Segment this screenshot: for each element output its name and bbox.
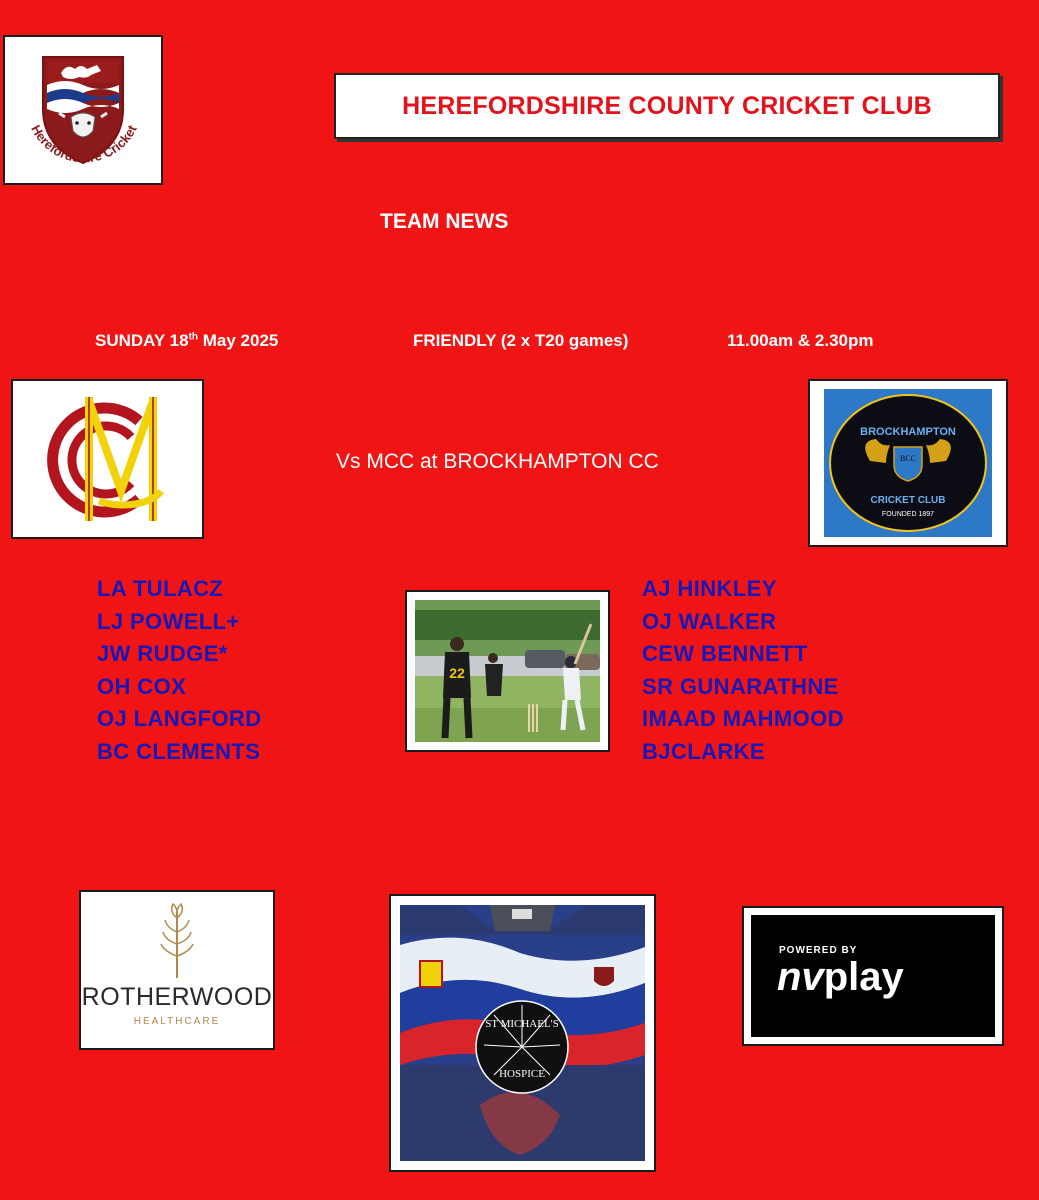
nvplay-logo	[751, 915, 995, 1037]
player-name: LJ POWELL+	[97, 608, 240, 634]
rotherwood-name: ROTHERWOOD	[81, 983, 273, 1011]
player-name: IMAAD MAHMOOD	[642, 706, 844, 731]
rotherwood-sponsor-box	[79, 890, 275, 1050]
fixture-day-suffix: th	[188, 331, 199, 343]
player-name: OJ LANGFORD	[97, 706, 262, 731]
team-right-list	[642, 573, 844, 768]
player-name: SR GUNARATHNE	[642, 673, 839, 699]
player-name: JW RUDGE*	[97, 641, 228, 666]
rotherwood-subtitle: HEALTHCARE	[133, 1016, 221, 1027]
club-title-box	[334, 73, 1000, 139]
wheat-icon	[147, 900, 207, 980]
brockhampton-founded: FOUNDED 1897	[881, 511, 935, 518]
nvplay-sponsor-box	[742, 906, 1004, 1046]
hospice-line1: ST MICHAEL'S	[485, 1018, 559, 1030]
herefordshire-arc-text: Herefordshire Cricket	[28, 122, 140, 166]
opponent-venue: Vs MCC at BROCKHAMPTON CC	[336, 450, 659, 473]
player-name: OH COX	[97, 673, 187, 699]
player-name: BJCLARKE	[642, 738, 765, 764]
brockhampton-logo-box	[808, 379, 1008, 547]
player-name: CEW BENNETT	[642, 641, 808, 666]
shirt-number: 22	[449, 665, 465, 681]
brockhampton-crest-initials: BCC	[899, 454, 917, 463]
brockhampton-top-text: BROCKHAMPTON	[860, 426, 956, 438]
hospice-shirt-box	[389, 894, 656, 1172]
nvplay-brand	[777, 955, 904, 999]
match-photo-box	[405, 590, 610, 752]
brockhampton-crest-icon	[810, 381, 1006, 545]
player-name: BC CLEMENTS	[97, 738, 261, 764]
brockhampton-bottom-text: CRICKET CLUB	[870, 495, 946, 506]
fixture-date	[95, 331, 278, 351]
match-photo-image	[415, 600, 600, 742]
nvplay-powered-by: POWERED BY	[779, 945, 858, 956]
fixture-month-year: May 2025	[198, 331, 279, 350]
player-name: AJ HINKLEY	[642, 576, 777, 601]
hospice-line2: HOSPICE	[499, 1068, 545, 1080]
mcc-logo-box	[11, 379, 204, 539]
herefordshire-crest-icon	[5, 37, 161, 183]
nvplay-brand-nv: nv	[777, 955, 824, 999]
hospice-shirt-image	[400, 905, 645, 1161]
club-title: HEREFORDSHIRE COUNTY CRICKET CLUB	[402, 91, 932, 120]
player-name: LA TULACZ	[97, 576, 224, 601]
fixture-times: 11.00am & 2.30pm	[727, 331, 874, 350]
team-left-list	[97, 573, 262, 768]
fixture-type: FRIENDLY (2 x T20 games)	[413, 331, 629, 350]
nvplay-brand-play: play	[823, 955, 904, 999]
fixture-day: SUNDAY 18	[95, 331, 189, 350]
mcc-logo-icon	[13, 381, 202, 537]
player-name: OJ WALKER	[642, 608, 777, 634]
team-news-heading: TEAM NEWS	[380, 210, 509, 233]
herefordshire-logo-box	[3, 35, 163, 185]
